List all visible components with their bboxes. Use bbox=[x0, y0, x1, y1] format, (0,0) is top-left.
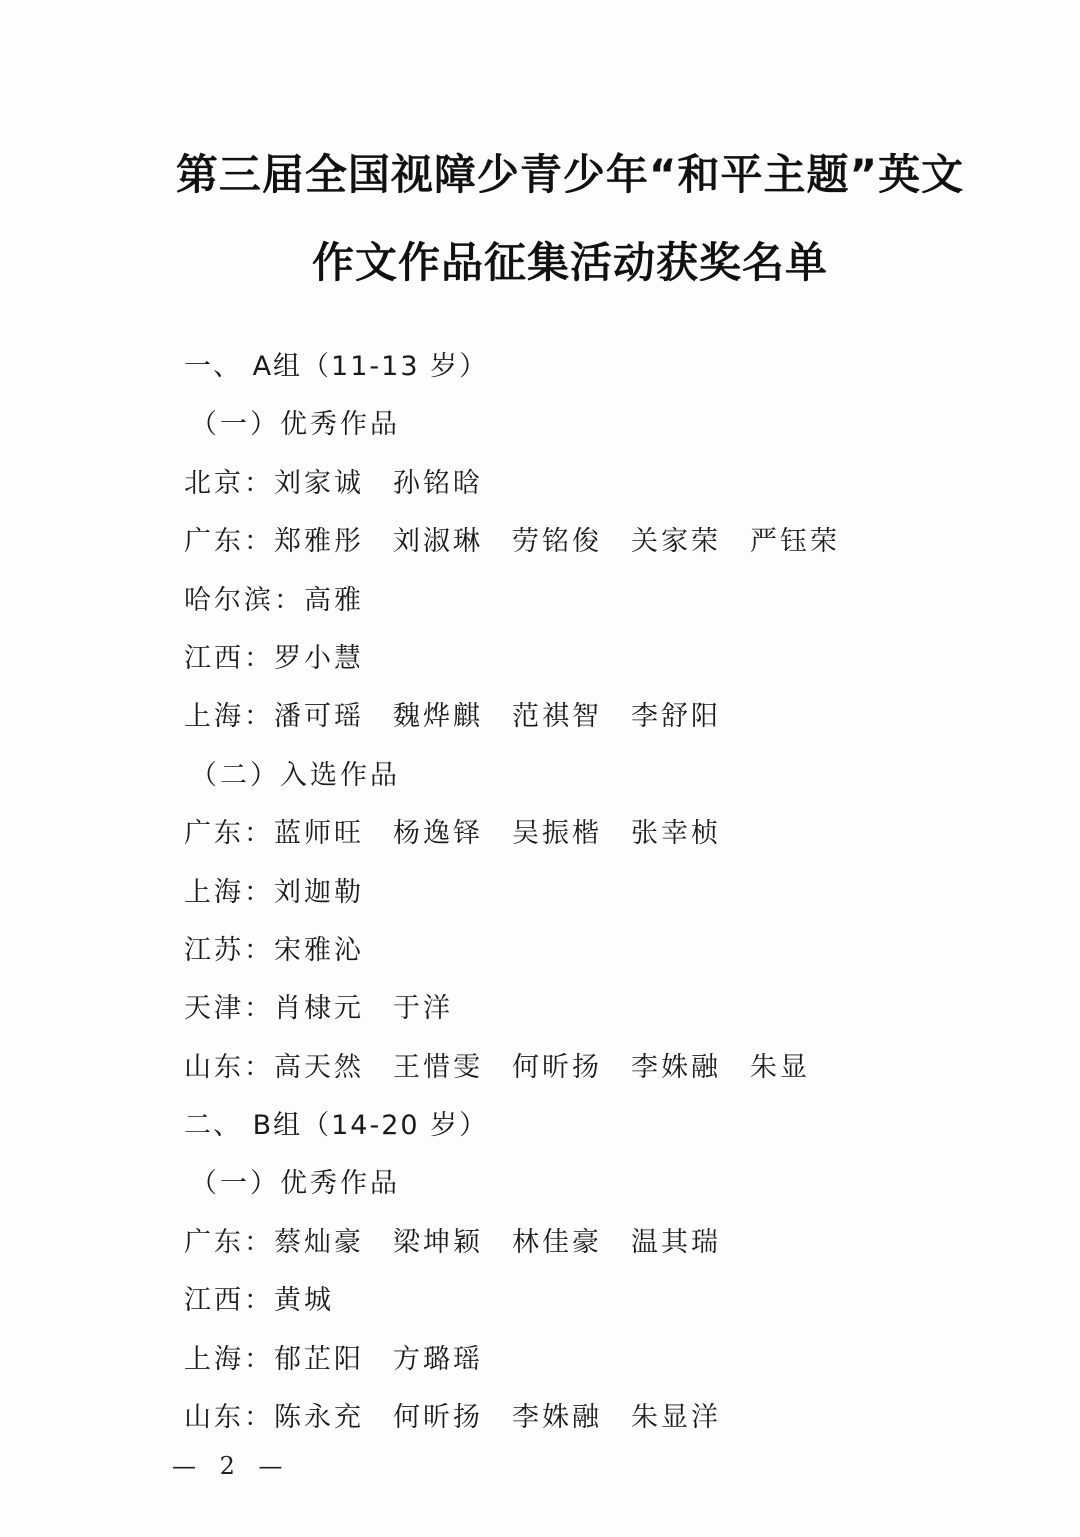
winner-name: 梁坤颖 bbox=[393, 1226, 483, 1258]
winner-names bbox=[274, 688, 750, 746]
winner-name: 王惜雯 bbox=[393, 1051, 483, 1083]
winner-names bbox=[274, 455, 512, 513]
document-title-line-1: 第三届全国视障少青少年“和平主题”英文 bbox=[175, 150, 965, 199]
region-label: 北京： bbox=[184, 467, 274, 499]
winner-name: 孙铭晗 bbox=[393, 467, 483, 499]
winner-name: 郑雅彤 bbox=[274, 526, 364, 558]
winner-names bbox=[274, 1272, 393, 1330]
document-title-line-2: 作文作品征集活动获奖名单 bbox=[311, 238, 828, 287]
winner-name: 朱显洋 bbox=[631, 1402, 721, 1434]
winner-name: 高天然 bbox=[274, 1051, 364, 1083]
region-label: 江西： bbox=[184, 1285, 274, 1317]
winner-name: 陈永充 bbox=[274, 1402, 364, 1434]
list-item bbox=[184, 1389, 1004, 1447]
winner-name: 宋雅沁 bbox=[274, 934, 364, 966]
award-list bbox=[184, 338, 1004, 1447]
page-number: — 2 — bbox=[172, 1452, 291, 1480]
winner-name: 张幸桢 bbox=[631, 818, 721, 850]
winner-names bbox=[274, 1039, 869, 1097]
winner-name: 郁芷阳 bbox=[274, 1343, 364, 1375]
winner-name: 肖棣元 bbox=[274, 993, 364, 1025]
winner-name: 魏烨麒 bbox=[393, 701, 483, 733]
winner-name: 李姝融 bbox=[512, 1402, 602, 1434]
subsection-heading: （二）入选作品 bbox=[190, 759, 400, 791]
winner-name: 李姝融 bbox=[631, 1051, 721, 1083]
winner-name: 范祺智 bbox=[512, 701, 602, 733]
winner-name: 关家荣 bbox=[631, 526, 721, 558]
winner-name: 朱显 bbox=[750, 1051, 810, 1083]
section-heading: 一、 A组（11-13 岁） bbox=[184, 351, 489, 382]
winner-name: 高雅 bbox=[304, 584, 364, 616]
list-item bbox=[184, 572, 1004, 630]
region-label: 江苏： bbox=[184, 934, 274, 966]
list-item bbox=[184, 513, 1004, 571]
list-item bbox=[184, 864, 1004, 922]
list-item bbox=[184, 1039, 1004, 1097]
list-item bbox=[184, 1272, 1004, 1330]
region-label: 上海： bbox=[184, 1343, 274, 1375]
winner-name: 罗小慧 bbox=[274, 642, 364, 674]
winner-name: 方璐瑶 bbox=[393, 1343, 483, 1375]
region-label: 山东： bbox=[184, 1402, 274, 1434]
region-label: 上海： bbox=[184, 701, 274, 733]
list-item bbox=[184, 1331, 1004, 1389]
list-item bbox=[184, 630, 1004, 688]
winner-name: 温其瑞 bbox=[631, 1226, 721, 1258]
winner-names bbox=[274, 922, 393, 980]
region-label: 广东： bbox=[184, 818, 274, 850]
winner-name: 蓝师旺 bbox=[274, 818, 364, 850]
winner-names bbox=[274, 980, 512, 1038]
winner-name: 严钰荣 bbox=[750, 526, 840, 558]
region-label: 天津： bbox=[184, 993, 274, 1025]
region-label: 山东： bbox=[184, 1051, 274, 1083]
winner-names bbox=[274, 805, 750, 863]
region-label: 哈尔滨： bbox=[184, 584, 304, 616]
winner-name: 何昕扬 bbox=[512, 1051, 602, 1083]
winner-name: 刘迦勒 bbox=[274, 876, 364, 908]
winner-names bbox=[274, 513, 869, 571]
winner-name: 于洋 bbox=[393, 993, 453, 1025]
list-item bbox=[184, 688, 1004, 746]
list-item bbox=[184, 980, 1004, 1038]
winner-name: 潘可瑶 bbox=[274, 701, 364, 733]
winner-name: 蔡灿豪 bbox=[274, 1226, 364, 1258]
winner-name: 黄城 bbox=[274, 1285, 334, 1317]
list-item bbox=[184, 805, 1004, 863]
winner-names bbox=[274, 864, 393, 922]
section-heading: 二、 B组（14-20 岁） bbox=[184, 1110, 489, 1142]
subsection-heading: （一）优秀作品 bbox=[190, 1168, 400, 1200]
winner-names bbox=[274, 1214, 750, 1272]
winner-names bbox=[274, 630, 393, 688]
winner-name: 何昕扬 bbox=[393, 1402, 483, 1434]
winner-name: 劳铭俊 bbox=[512, 526, 602, 558]
winner-names bbox=[274, 1389, 750, 1447]
list-item bbox=[184, 455, 1004, 513]
region-label: 广东： bbox=[184, 1226, 274, 1258]
winner-name: 吴振楷 bbox=[512, 818, 602, 850]
region-label: 广东： bbox=[184, 526, 274, 558]
winner-name: 杨逸铎 bbox=[393, 818, 483, 850]
winner-name: 刘家诚 bbox=[274, 467, 364, 499]
winner-name: 刘淑琳 bbox=[393, 526, 483, 558]
list-item bbox=[184, 922, 1004, 980]
winner-names bbox=[274, 1331, 512, 1389]
region-label: 上海： bbox=[184, 876, 274, 908]
list-item bbox=[184, 1214, 1004, 1272]
winner-name: 李舒阳 bbox=[631, 701, 721, 733]
winner-names bbox=[304, 572, 423, 630]
subsection-heading: （一）优秀作品 bbox=[190, 409, 400, 441]
region-label: 江西： bbox=[184, 642, 274, 674]
winner-name: 林佳豪 bbox=[512, 1226, 602, 1258]
